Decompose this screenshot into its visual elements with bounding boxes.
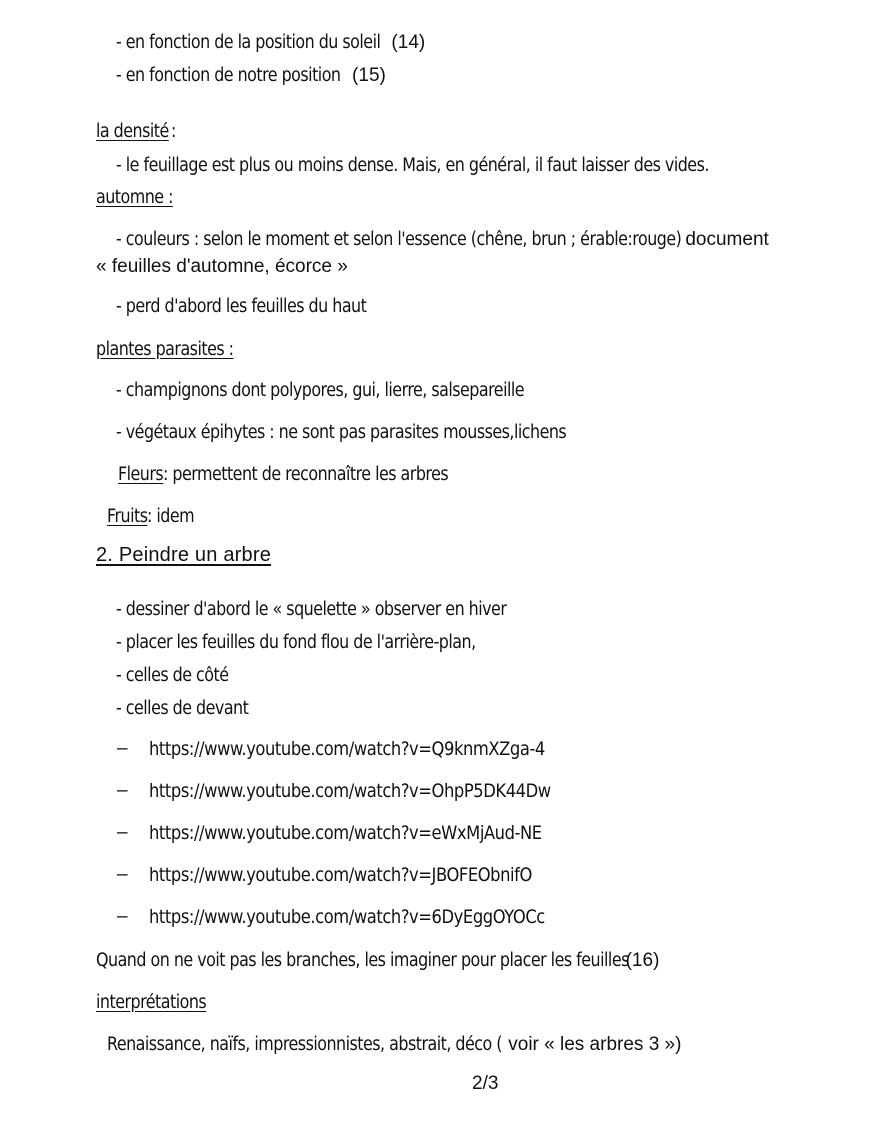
youtube-link[interactable]: https://www.youtube.com/watch?v=6DyEggOYOCc xyxy=(149,906,545,928)
youtube-link[interactable]: https://www.youtube.com/watch?v=OhpP5DK44Dw xyxy=(149,780,551,802)
renaissance-line: Renaissance, naïfs, impressionnistes, abstrait, déco ( voir « les arbres 3 ») xyxy=(107,1034,682,1055)
youtube-link-item: – https://www.youtube.com/watch?v=JBOFEObnifO xyxy=(117,864,532,886)
youtube-link[interactable]: https://www.youtube.com/watch?v=Q9knmXZga-4 xyxy=(149,738,545,760)
champignons-line: - champignons dont polypores, gui, lierre, salsepareille xyxy=(116,380,525,401)
couleurs-document: « feuilles d'automne, écorce » xyxy=(96,256,348,277)
youtube-link-item: – https://www.youtube.com/watch?v=OhpP5DK44Dw xyxy=(117,780,551,802)
youtube-link-item: – https://www.youtube.com/watch?v=Q9knmXZga-4 xyxy=(117,738,545,760)
couleurs-line: - couleurs : selon le moment et selon l'essence (chêne, brun ; érable:rouge)document xyxy=(116,229,769,250)
section-heading: 2. Peindre un arbre xyxy=(96,544,272,566)
page-number: 2/3 xyxy=(472,1073,499,1094)
bullet-soleil: - en fonction de la position du soleil(14) xyxy=(116,32,426,53)
youtube-link[interactable]: https://www.youtube.com/watch?v=JBOFEObnifO xyxy=(149,864,532,886)
fleurs-line: Fleurs: permettent de reconnaître les arbres xyxy=(118,464,448,485)
densite-text: - le feuillage est plus ou moins dense. Mais, en général, il faut laisser des vides. xyxy=(116,155,709,176)
densite-heading: la densité: xyxy=(96,121,176,142)
bullet-position: - en fonction de notre position(15) xyxy=(116,65,386,86)
youtube-link-item: – https://www.youtube.com/watch?v=6DyEggOYOCc xyxy=(117,906,545,928)
interpretations-heading: interprétations xyxy=(96,992,207,1013)
devant-line: - celles de devant xyxy=(116,698,249,719)
fruits-line: Fruits: idem xyxy=(107,506,195,527)
branches-line: Quand on ne voit pas les branches, les imaginer pour placer les feuilles(16) xyxy=(96,950,660,971)
youtube-link[interactable]: https://www.youtube.com/watch?v=eWxMjAud-NE xyxy=(149,822,542,844)
automne-heading: automne : xyxy=(96,187,173,208)
parasites-heading: plantes parasites : xyxy=(96,339,234,360)
vegetaux-line: - végétaux épihytes : ne sont pas parasites mousses,lichens xyxy=(116,422,567,443)
cote-line: - celles de côté xyxy=(116,665,229,686)
dessiner-line: - dessiner d'abord le « squelette » observer en hiver xyxy=(116,599,507,620)
placer-line: - placer les feuilles du fond flou de l'arrière-plan, xyxy=(116,632,476,653)
youtube-link-item: – https://www.youtube.com/watch?v=eWxMjAud-NE xyxy=(117,822,542,844)
perd-line: - perd d'abord les feuilles du haut xyxy=(116,296,367,317)
